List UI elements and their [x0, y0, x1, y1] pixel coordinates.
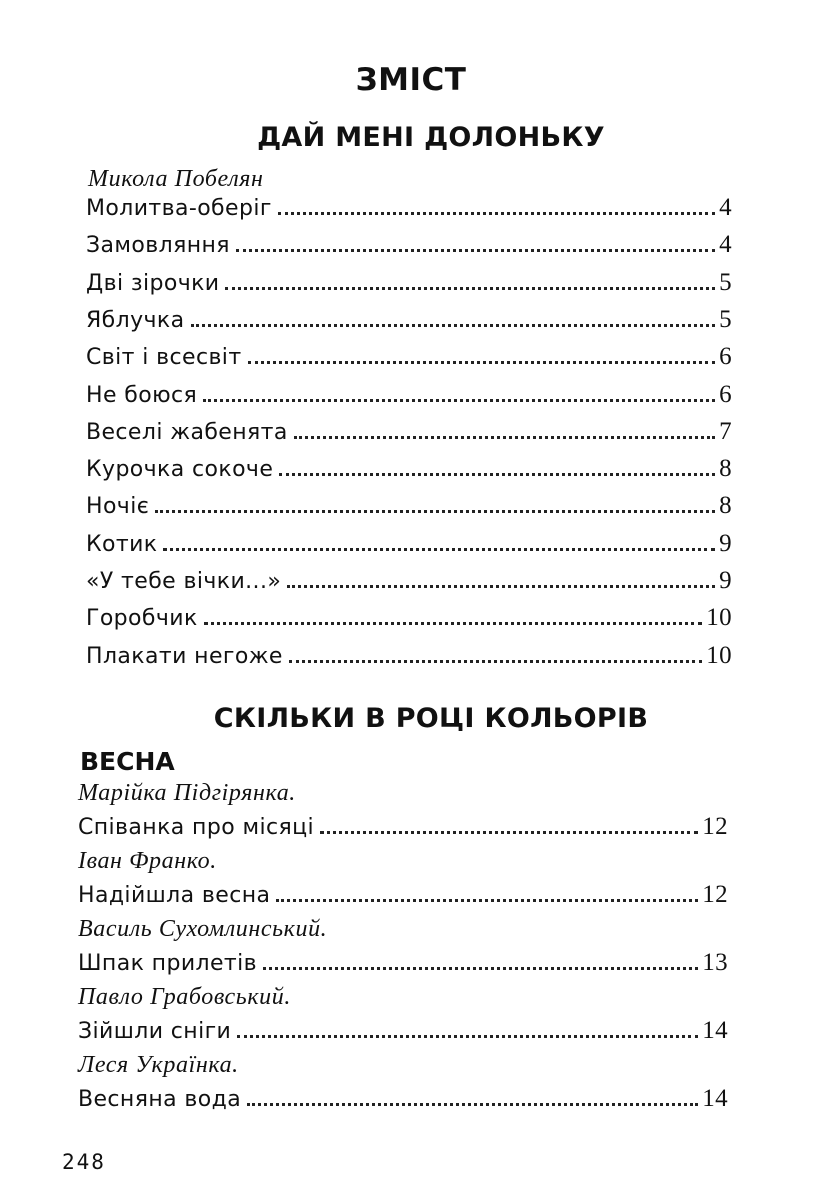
toc-entry-page: 10	[706, 641, 732, 669]
toc-entry	[86, 642, 732, 674]
toc-entry	[86, 492, 732, 524]
toc-entry-title: Котик	[86, 531, 158, 557]
dot-leader	[263, 967, 698, 970]
toc-entry-page: 13	[702, 949, 728, 976]
page-number: 248	[62, 1150, 106, 1174]
toc-entry	[86, 381, 732, 413]
toc-entry-title: Не боюся	[86, 382, 198, 408]
toc-entry-page: 6	[719, 343, 732, 371]
toc-entry-page: 8	[719, 455, 732, 483]
toc-entry	[86, 343, 732, 375]
dot-leader	[236, 249, 715, 252]
toc-entry-title: Веселі жабенята	[86, 419, 288, 445]
toc-entry	[78, 881, 728, 913]
toc-entry-page: 12	[702, 881, 728, 908]
section-title-2: СКІЛЬКИ В РОЦІ КОЛЬОРІВ	[213, 703, 649, 734]
toc-entry-page: 12	[702, 813, 728, 840]
dot-leader	[191, 324, 716, 327]
toc-entry-title: Надійшла весна	[78, 883, 271, 908]
toc-entry	[78, 1017, 728, 1049]
toc-entry-title: Весняна вода	[78, 1087, 242, 1112]
toc-entry-page: 10	[706, 604, 732, 632]
toc-entry-title: Співанка про місяці	[78, 815, 314, 840]
toc-entry-title: Шпак прилетів	[78, 951, 258, 976]
toc-entry	[78, 1085, 728, 1117]
toc-entry-title: Світ і всесвіт	[86, 345, 242, 371]
toc-entry	[86, 418, 732, 450]
toc-entry-title: Яблучка	[86, 307, 185, 333]
dot-leader	[320, 831, 698, 834]
toc-entry-page: 8	[719, 492, 732, 520]
toc-entry	[86, 306, 732, 338]
toc-entry	[86, 455, 732, 487]
toc-entry-title: Зійшли сніги	[78, 1019, 232, 1044]
toc-entry-page: 14	[702, 1085, 728, 1112]
dot-leader	[204, 622, 703, 625]
dot-leader	[294, 436, 715, 439]
dot-leader	[289, 660, 702, 663]
toc-entry-page: 9	[719, 567, 732, 594]
toc-entry	[86, 604, 732, 636]
toc-entry-page: 7	[719, 417, 732, 445]
toc-entry	[86, 231, 732, 263]
toc-entry-title: Дві зірочки	[86, 270, 220, 296]
toc-entry-page: 6	[719, 380, 732, 408]
dot-leader	[155, 510, 715, 513]
author: Леся Українка.	[78, 1052, 239, 1078]
dot-leader	[279, 473, 715, 476]
toc-entry-page: 4	[719, 194, 732, 221]
section-title-1: ДАЙ МЕНІ ДОЛОНЬКУ	[257, 122, 605, 153]
toc-entry	[78, 813, 728, 845]
toc-entry-title: Плакати негоже	[86, 643, 283, 669]
toc-entry	[86, 194, 732, 226]
dot-leader	[276, 899, 698, 902]
toc-entry-title: Молитва-оберіг	[86, 196, 272, 221]
toc-entry	[86, 269, 732, 301]
toc-entry-page: 4	[719, 231, 732, 259]
author: Павло Грабовський.	[78, 984, 291, 1010]
toc-entry	[78, 949, 728, 981]
toc-entry-page: 5	[719, 305, 732, 333]
dot-leader	[225, 287, 715, 290]
dot-leader	[203, 399, 715, 402]
toc-entry-title: Замовляння	[86, 233, 230, 259]
dot-leader	[163, 548, 715, 551]
toc-entry-page: 5	[719, 268, 732, 296]
author: Іван Франко.	[78, 848, 217, 874]
toc-entry	[86, 530, 732, 562]
subsection-title: ВЕСНА	[80, 747, 175, 776]
toc-entry-title: Горобчик	[86, 606, 198, 632]
page-title: ЗМІСТ	[355, 62, 467, 98]
toc-entry-title: «У тебе вічки...»	[86, 569, 282, 594]
dot-leader	[237, 1035, 698, 1038]
dot-leader	[287, 585, 715, 588]
toc-entry-title: Ночіє	[86, 494, 150, 520]
toc-entry-title: Курочка сокоче	[86, 457, 274, 483]
author: Василь Сухомлинський.	[78, 916, 328, 942]
dot-leader	[247, 1103, 698, 1106]
toc-entry	[86, 567, 732, 599]
author-1: Микола Побелян	[88, 166, 264, 192]
toc-entry-page: 14	[702, 1017, 728, 1044]
dot-leader	[248, 361, 716, 364]
dot-leader	[278, 212, 715, 215]
author: Марійка Підгірянка.	[78, 780, 296, 806]
toc-entry-page: 9	[719, 529, 732, 557]
